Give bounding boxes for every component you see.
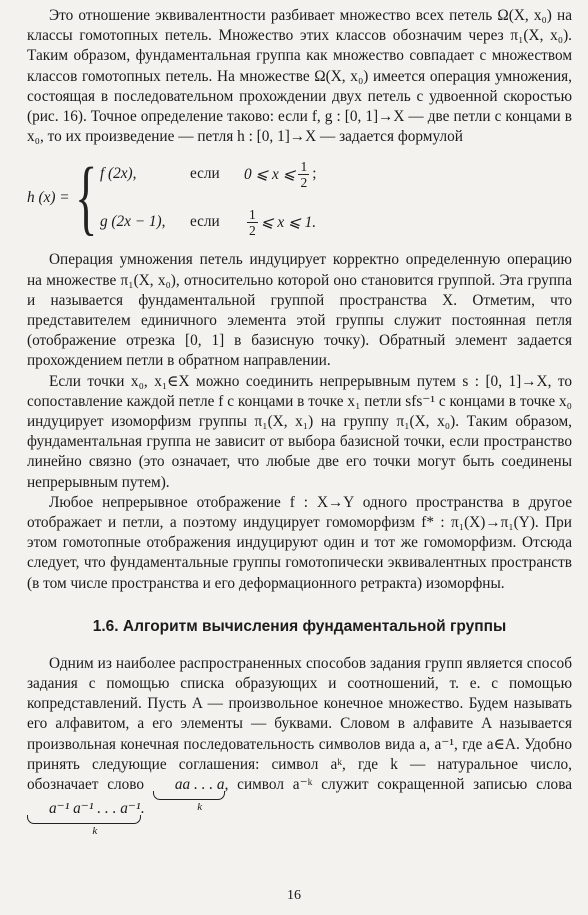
page-number: 16	[287, 888, 301, 903]
underbrace-1-index: k	[197, 801, 203, 814]
underbrace-2-index: k	[92, 825, 98, 838]
case-2-condition	[244, 207, 316, 238]
presentations-end: .	[140, 800, 145, 818]
case-1-condition	[244, 159, 317, 190]
paragraph-homomorphism: Любое непрерывное отображение f : X→Y одного пространства в другое отображает и петли, а поэтому индуцирует гомоморфизм f* : π₁(X)→π₁(Y). При этом гомотопные отображения индуцируют один и тот же гомоморфизм. Отсюда следует, что фундаментальные группы гомотопически эквивалентных пространств (в том числе пространства и его деформационного ретракта) изоморфны.	[27, 493, 572, 592]
presentations-mid: , символ a⁻ᵏ служит сокращенной записью слова	[224, 776, 573, 794]
case-2-denominator: 2	[248, 222, 256, 238]
case-1-expression: f (2x),	[99, 165, 137, 183]
case-1-numerator: 1	[300, 158, 308, 174]
formula-brace: {	[74, 151, 97, 245]
case-2-numerator: 1	[248, 206, 256, 222]
paragraph-presentations	[27, 654, 573, 838]
word-a-inverse-power-k	[27, 799, 141, 838]
paragraph-base-point: Если точки x₀, x₁∈X можно соединить непрерывным путем s : [0, 1]→X, то сопоставление каждой петле f с концами в точке x₁ петли sfs⁻¹ с концами в точке x₀ индуцирует изоморфизм группы π₁(X, x₁) на группу π₁(X, x₀). Таким образом, фундаментальная группа не зависит от выбора базисной точки, если пространство линейно связно (это означает, что любые две его точки могут быть соединены непрерывным путем).	[27, 372, 572, 491]
case-2-fraction	[247, 207, 258, 238]
case-2-if: если	[189, 213, 220, 231]
formula-case-2	[100, 201, 317, 243]
presentations-text: Одним из наиболее распространенных способов задания групп является способ задания с помощью списка образующих и соотношений, т. е. с помощью копредставлений. Пусть A — произвольное конечное множество. Будем называть его алфавитом, а его элементы — буквами. Словом в алфавите A называется произвольная конечная последовательность символов вида a, a⁻¹, где a∈A. Удобно принять следующие соглашения: символ aᵏ, где k — натуральное число, обозначает слово	[27, 654, 572, 794]
case-1-fraction	[298, 159, 309, 190]
case-1-condition-left: 0 ⩽ x ⩽	[243, 165, 296, 183]
formula-case-1	[100, 153, 317, 195]
case-1-if: если	[189, 165, 220, 183]
formula-lhs: h (x) =	[27, 189, 70, 207]
word-a-power-k	[153, 775, 225, 814]
word-a-inverse-power-k-text: a⁻¹ a⁻¹ . . . a⁻¹	[49, 800, 141, 818]
formula-cases	[100, 153, 317, 243]
paragraph-loops-equivalence: Это отношение эквивалентности разбивает множество всех петель Ω(X, x₀) на классы гомотопных петель. Множество этих классов обозначим через π₁(X, x₀). Таким образом, фундаментальная группа как множество совпадает с множеством классов гомотопных петель. На множестве Ω(X, x₀) имеется операция умножения, состоящая в последовательном прохождении двух петель с удвоенной скоростью (рис. 16). Точное определение таково: если f, g : [0, 1]→X — две петли с концами в x₀, то их произведение — петля h : [0, 1]→X — задается формулой	[27, 7, 572, 146]
section-heading: 1.6. Алгоритм вычисления фундаментальной группы	[92, 617, 507, 635]
case-2-condition-right: ⩽ x ⩽ 1.	[260, 213, 317, 231]
case-1-tail: ;	[312, 165, 317, 183]
case-1-denominator: 2	[300, 174, 308, 190]
word-a-power-k-text: aa . . . a	[174, 776, 225, 794]
case-2-expression: g (2x − 1),	[99, 213, 166, 231]
paragraph-group-operation: Операция умножения петель индуцирует корректно определенную операцию на множестве π₁(X, x₀), относительно которой оно становится группой. Эта группа и называется фундаментальной группой пространства X. Отметим, что представителем единичного элемента этой группы служит постоянная петля (отображение отрезка [0, 1] в базисную точку). Обратный элемент задается прохождением петли в обратном направлении.	[27, 251, 572, 370]
loop-product-formula	[27, 149, 572, 247]
